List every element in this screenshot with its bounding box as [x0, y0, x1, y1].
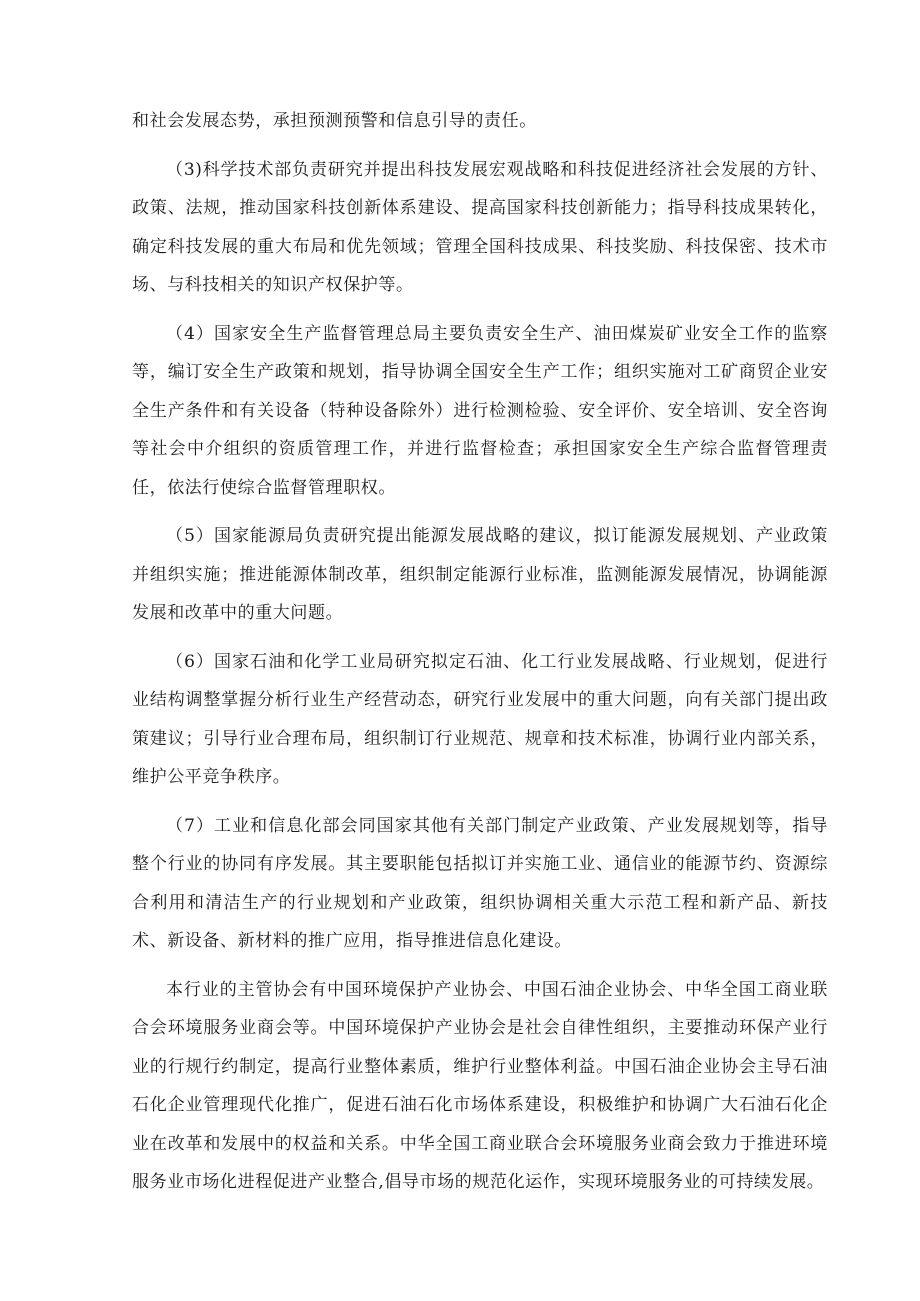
paragraph-ministry-of-science: （3)科学技术部负责研究并提出科技发展宏观战略和科技促进经济社会发展的方针、政策、法规，推动国家科技创新体系建设、提高国家科技创新能力；指导科技成果转化，确定科技发展的重大布局和优先领域；管理全国科技成果、科技奖励、科技保密、技术市场、与科技相关的知识产权保护等。	[132, 159, 828, 295]
paragraph-industry-associations: 本行业的主管协会有中国环境保护产业协会、中国石油企业协会、中华全国工商业联合会环境服务业商会等。中国环境保护产业协会是社会自律性组织，主要推动环保产业行业的行规行约制定，提高行业整体素质，维护行业整体利益。中国石油企业协会主导石油石化企业管理现代化推广，促进石油石化市场体系建设，积极维护和协调广大石油石化企业在改革和发展中的权益和关系。中华全国工商业联合会环境服务业商会致力于推进环境服务业市场化进程促进产业整合,倡导市场的规范化运作，实现环境服务业的可持续发展。	[132, 979, 828, 1192]
paragraph-energy-administration: （5）国家能源局负责研究提出能源发展战略的建议，拟订能源发展规划、产业政策并组织实施；推进能源体制改革，组织制定能源行业标准，监测能源发展情况，协调能源发展和改革中的重大问题。	[132, 526, 828, 623]
paragraph-safety-administration: （4）国家安全生产监督管理总局主要负责安全生产、油田煤炭矿业安全工作的监察等，编订安全生产政策和规划，指导协调全国安全生产工作；组织实施对工矿商贸企业安全生产条件和有关设备（特种设备除外）进行检测检验、安全评价、安全培训、安全咨询等社会中介组织的资质管理工作，并进行监督检查；承担国家安全生产综合监督管理责任，依法行使综合监督管理职权。	[132, 323, 828, 498]
paragraph-continuation: 和社会发展态势，承担预测预警和信息引导的责任。	[132, 111, 537, 131]
document-page	[132, 102, 828, 1202]
paragraph-petroleum-chemical-bureau: （6）国家石油和化学工业局研究拟定石油、化工行业发展战略、行业规划，促进行业结构调整掌握分析行业生产经营动态，研究行业发展中的重大问题，向有关部门提出政策建议；引导行业合理布局，组织制订行业规范、规章和技术标准，协调行业内部关系，维护公平竞争秩序。	[132, 651, 828, 787]
paragraph-miit: （7）工业和信息化部会同国家其他有关部门制定产业政策、产业发展规划等，指导整个行业的协同有序发展。其主要职能包括拟订并实施工业、通信业的能源节约、资源综合利用和清洁生产的行业规划和产业政策，组织协调相关重大示范工程和新产品、新技术、新设备、新材料的推广应用，指导推进信息化建设。	[132, 815, 828, 951]
